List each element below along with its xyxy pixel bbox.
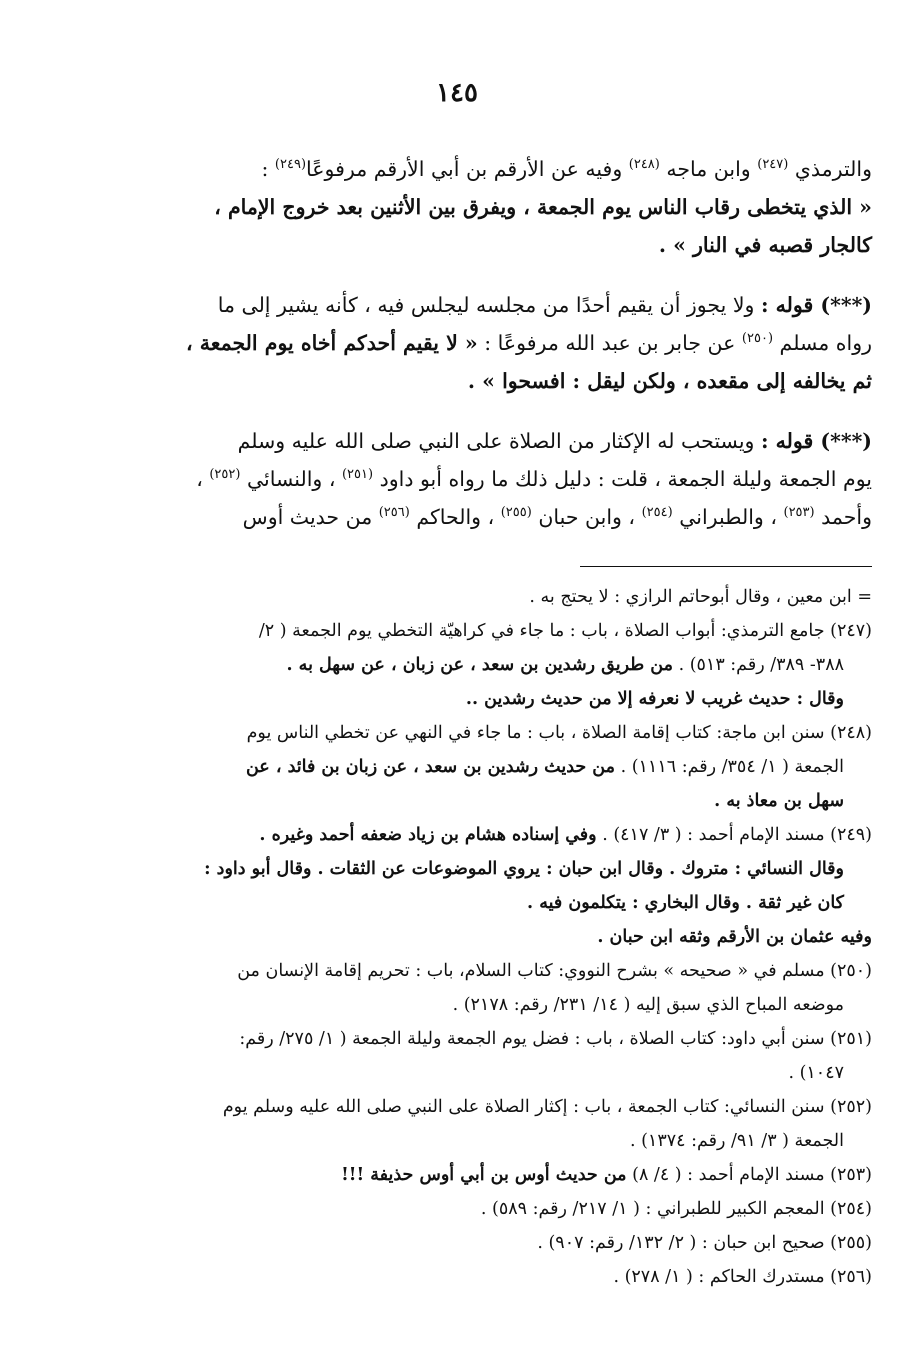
- footnote-line: [46, 852, 872, 886]
- footnote-ref: (٢٥٠): [741, 331, 774, 347]
- footnote: [46, 1022, 872, 1090]
- text-segment: كالجار قصبه في النار » .: [658, 233, 872, 257]
- text-segment: ولا يجوز أن يقيم أحدًا من مجلسه ليجلس فيه ، كأنه يشير إلى ما: [217, 293, 761, 317]
- text-segment: ، وابن حبان: [531, 505, 642, 529]
- footnote-line: [46, 1124, 872, 1158]
- text-segment: (٢٥٦) مستدرك الحاكم : ( ١/ ٢٧٨) .: [613, 1267, 872, 1287]
- footnote-line: [46, 954, 872, 988]
- text-segment: وفيه عثمان بن الأرقم وثقه ابن حبان .: [597, 927, 872, 947]
- main-text: [46, 150, 872, 558]
- text-segment: (***) قوله :: [760, 293, 872, 317]
- text-segment: رواه مسلم: [773, 331, 872, 355]
- text-segment: وفيه عن الأرقم بن أبي الأرقم مرفوعًا: [306, 157, 629, 181]
- footnote-line: [46, 1192, 872, 1226]
- footnote-line: [46, 750, 872, 784]
- footnote-ref: (٢٥٤): [641, 505, 673, 521]
- footnote: [46, 1260, 872, 1294]
- text-segment: (٢٥٣) مسند الإمام أحمد : ( ٤/ ٨): [626, 1165, 872, 1185]
- footnote: [46, 580, 872, 614]
- text-segment: ثم يخالفه إلى مقعده ، ولكن ليقل : افسحوا » .: [467, 369, 872, 393]
- text-segment: من حديث أوس: [242, 505, 379, 529]
- text-segment: :: [261, 157, 275, 181]
- text-segment: ،: [196, 467, 210, 491]
- footnote-line: [46, 1056, 872, 1090]
- text-segment: وقال النسائي : متروك . وقال ابن حبان : يروي الموضوعات عن الثقات . وقال أبو داود :: [204, 859, 844, 879]
- text-segment: « الذي يتخطى رقاب الناس يوم الجمعة ، ويفرق بين الأثنين بعد خروج الإمام ،: [214, 195, 872, 219]
- text-segment: يوم الجمعة وليلة الجمعة ، قلت : دليل ذلك ما رواه أبو داود: [373, 467, 872, 491]
- footnote-line: [46, 886, 872, 920]
- text-segment: عن جابر بن عبد الله مرفوعًا :: [477, 331, 742, 355]
- text-segment: الجمعة ( ٣/ ٩١/ رقم: ١٣٧٤) .: [629, 1131, 844, 1151]
- text-segment: من حديث رشدين بن سعد ، عن زبان بن فائد ، عن: [245, 757, 616, 777]
- footnote-ref: (٢٥٣): [783, 505, 815, 521]
- footnote-line: [46, 716, 872, 750]
- footnote-ref: (٢٥٢): [209, 467, 241, 483]
- footnote: [46, 920, 872, 954]
- footnote-line: [46, 1158, 872, 1192]
- footnote-line: [46, 1260, 872, 1294]
- footnotes: [46, 580, 872, 1294]
- footnote: [46, 1090, 872, 1158]
- footnote-line: [46, 1226, 872, 1260]
- text-segment: (٢٥٢) سنن النسائي: كتاب الجمعة ، باب : إكثار الصلاة على النبي صلى الله عليه وسلم يوم: [222, 1097, 872, 1117]
- footnote-line: [46, 614, 872, 648]
- text-segment: ، والطبراني: [672, 505, 784, 529]
- paragraph: [46, 150, 872, 264]
- text-segment: كان غير ثقة . وقال البخاري : يتكلمون فيه .: [527, 893, 844, 913]
- text-segment: والترمذي: [788, 157, 872, 181]
- footnote-ref: (٢٤٨): [628, 157, 660, 173]
- paragraph-line: [46, 362, 872, 400]
- text-segment: ٣٨٨- ٣٨٩/ رقم: ٥١٣) .: [673, 655, 844, 675]
- text-segment: وابن ماجه: [659, 157, 758, 181]
- footnote: [46, 1192, 872, 1226]
- footnote-line: [46, 818, 872, 852]
- text-segment: (٢٥١) سنن أبي داود: كتاب الصلاة ، باب : فضل يوم الجمعة وليلة الجمعة ( ١/ ٢٧٥/ رقم:: [239, 1029, 872, 1049]
- footnote-line: [46, 648, 872, 682]
- paragraph-line: [46, 422, 872, 460]
- text-segment: ، والنسائي: [240, 467, 342, 491]
- footnote: [46, 818, 872, 920]
- footnote: [46, 954, 872, 1022]
- paragraph: [46, 286, 872, 400]
- footnote-line: [46, 580, 872, 614]
- text-segment: من طريق رشدين بن سعد ، عن زبان ، عن سهل به .: [286, 655, 673, 675]
- paragraph-line: [46, 226, 872, 264]
- footnote-ref: (٢٥٦): [378, 505, 410, 521]
- footnote: [46, 716, 872, 818]
- footnote: [46, 1158, 872, 1192]
- text-segment: (٢٥٤) المعجم الكبير للطبراني : ( ١/ ٢١٧/ رقم: ٥٨٩) .: [480, 1199, 872, 1219]
- footnote-ref: (٢٤٩): [274, 157, 307, 173]
- text-segment: ١٠٤٧) .: [788, 1063, 844, 1083]
- paragraph-line: [46, 188, 872, 226]
- footnote-ref: (٢٤٧): [757, 157, 789, 173]
- footnote-line: [46, 1090, 872, 1124]
- footnote-ref: (٢٥٥): [500, 505, 532, 521]
- text-segment: (٢٥٠) مسلم في « صحيحه » بشرح النووي: كتاب السلام، باب : تحريم إقامة الإنسان من: [237, 961, 872, 981]
- text-segment: ويستحب له الإكثار من الصلاة على النبي صلى الله عليه وسلم: [237, 429, 761, 453]
- footnote-line: [46, 682, 872, 716]
- text-segment: سهل بن معاذ به .: [714, 791, 844, 811]
- text-segment: (٢٥٥) صحيح ابن حبان : ( ٢/ ١٣٢/ رقم: ٩٠٧) .: [537, 1233, 872, 1253]
- text-segment: من حديث أوس بن أبي أوس حذيفة !!!: [341, 1165, 627, 1185]
- text-segment: « لا يقيم أحدكم أخاه يوم الجمعة ،: [185, 331, 478, 355]
- page-number: ١٤٥: [436, 78, 478, 108]
- footnote-line: [46, 784, 872, 818]
- text-segment: وقال : حديث غريب لا نعرفه إلا من حديث رشدين ..: [465, 689, 844, 709]
- paragraph: [46, 422, 872, 536]
- footnote-line: [46, 988, 872, 1022]
- text-segment: وفي إسناده هشام بن زياد ضعفه أحمد وغيره .: [259, 825, 597, 845]
- paragraph-line: [46, 150, 872, 188]
- text-segment: (٢٤٩) مسند الإمام أحمد : ( ٣/ ٤١٧) .: [596, 825, 872, 845]
- footnote-line: [46, 1022, 872, 1056]
- text-segment: وأحمد: [814, 505, 872, 529]
- text-segment: موضعه المباح الذي سبق إليه ( ١٤/ ٢٣١/ رقم: ٢١٧٨) .: [452, 995, 844, 1015]
- paragraph-line: [46, 460, 872, 498]
- footnote-ref: (٢٥١): [341, 467, 374, 483]
- text-segment: = ابن معين ، وقال أبوحاتم الرازي : لا يحتج به .: [529, 587, 872, 607]
- footnote-line: [46, 920, 872, 954]
- text-segment: (٢٤٨) سنن ابن ماجة: كتاب إقامة الصلاة ، باب : ما جاء في النهي عن تخطي الناس يوم: [246, 723, 872, 743]
- paragraph-line: [46, 324, 872, 362]
- text-segment: (***) قوله :: [760, 429, 872, 453]
- paragraph-line: [46, 286, 872, 324]
- text-segment: الجمعة ( ١/ ٣٥٤/ رقم: ١١١٦) .: [615, 757, 844, 777]
- paragraph-line: [46, 498, 872, 536]
- text-segment: ، والحاكم: [409, 505, 501, 529]
- footnote: [46, 1226, 872, 1260]
- footnote-separator: [580, 566, 872, 567]
- text-segment: (٢٤٧) جامع الترمذي: أبواب الصلاة ، باب : ما جاء في كراهيّة التخطي يوم الجمعة ( ٢/: [258, 621, 872, 641]
- footnote: [46, 614, 872, 716]
